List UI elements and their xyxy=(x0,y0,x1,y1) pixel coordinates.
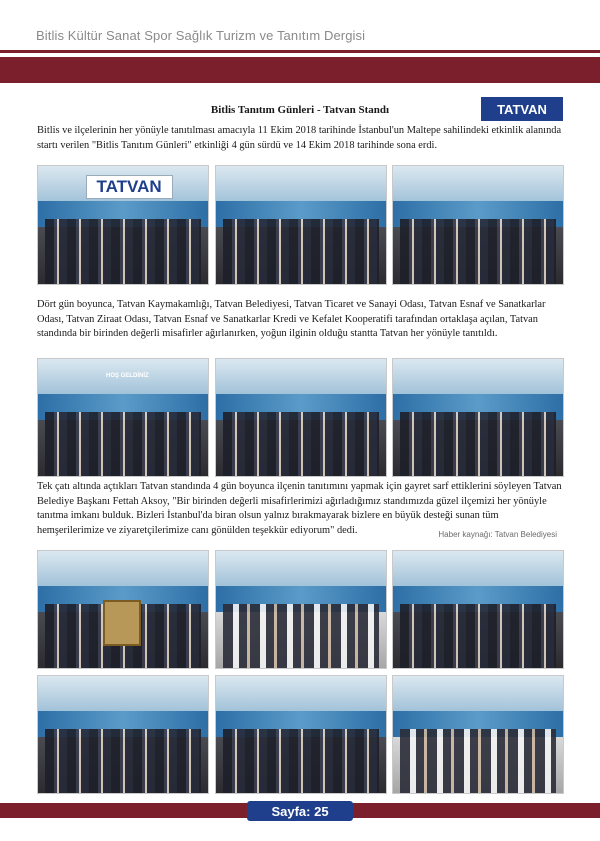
header-rule xyxy=(0,50,600,53)
photo-delegation-standing xyxy=(215,675,387,794)
tatvan-sign: TATVAN xyxy=(86,175,173,198)
tatvan-tag: TATVAN xyxy=(481,97,563,121)
paragraph-organizers: Dört gün boyunca, Tatvan Kaymakamlığı, Tatvan Belediyesi, Tatvan Ticaret ve Sanayi Odası, Tatvan Esnaf ve Sanatkarlar Odası, Tatvan Ziraat Odası, Tatvan Esnaf ve Sanatkarlar Kredi ve Kefalet Kooperatifi tarafından ortaklaşa açılan, Tatvan standında bir birinden değerli misafirler ağırlanırken, yoğun ilginin olduğu stantta Tatvan her yönüyle tanıtıldı. xyxy=(37,299,546,340)
article-title: Bitlis Tanıtım Günleri - Tatvan Standı xyxy=(210,104,390,116)
news-source: Haber kaynağı: Tatvan Belediyesi xyxy=(438,530,557,539)
photo-plaque-presentation xyxy=(37,550,209,669)
photo-stand-officials xyxy=(392,165,564,285)
photo-visitors-seated xyxy=(37,675,209,794)
paragraph-intro: Bitlis ve ilçelerinin her yönüyle tanıtılması amacıyla 11 Ekim 2018 tarihinde İstanbul'un Maltepe sahilindeki etkinlik alanında startı verilen "Bitlis Tanıtım Günleri" etkinliği 4 gün sürdü ve 14 Ekim 2018 tarihinde sona erdi. xyxy=(37,125,562,151)
paragraph-mayor-quote: Tek çatı altında açtıkları Tatvan standında 4 gün boyunca ilçenin tanıtımını yapmak için gayret sarf ettiklerini söyleyen Tatvan Belediye Başkanı Fettah Aksoy, "Bir birinden değerli misafirlerimizi ağırladığımız standımızda güzel ilçemizi her yönüyle tanıtma imkanı bulduk. Bizleri İstanbul'da biran olsun yalnız bırakmayarak bizlere en büyük desteği sunan tüm hemşerilerimize ve ziyaretçilerimize canı gönülden teşekkür ediyorum" dedi. xyxy=(37,481,562,536)
photo-lounge-guests xyxy=(215,358,387,477)
page-number: Sayfa: 25 xyxy=(247,801,353,821)
photo-stand-seated-guests xyxy=(215,165,387,285)
plaque xyxy=(103,600,141,646)
photo-tatvan-stand-group xyxy=(37,165,209,285)
photo-welcome-group xyxy=(37,358,209,477)
photo-lounge-conversation xyxy=(392,358,564,477)
photo-visitors-lounge xyxy=(392,675,564,794)
magazine-title: Bitlis Kültür Sanat Spor Sağlık Turizm ve Tanıtım Dergisi xyxy=(36,28,366,43)
header-band xyxy=(0,57,600,83)
photo-table-discussion xyxy=(392,550,564,669)
photo-women-guests xyxy=(215,550,387,669)
welcome-sign: HOŞ GELDİNİZ xyxy=(106,373,149,380)
